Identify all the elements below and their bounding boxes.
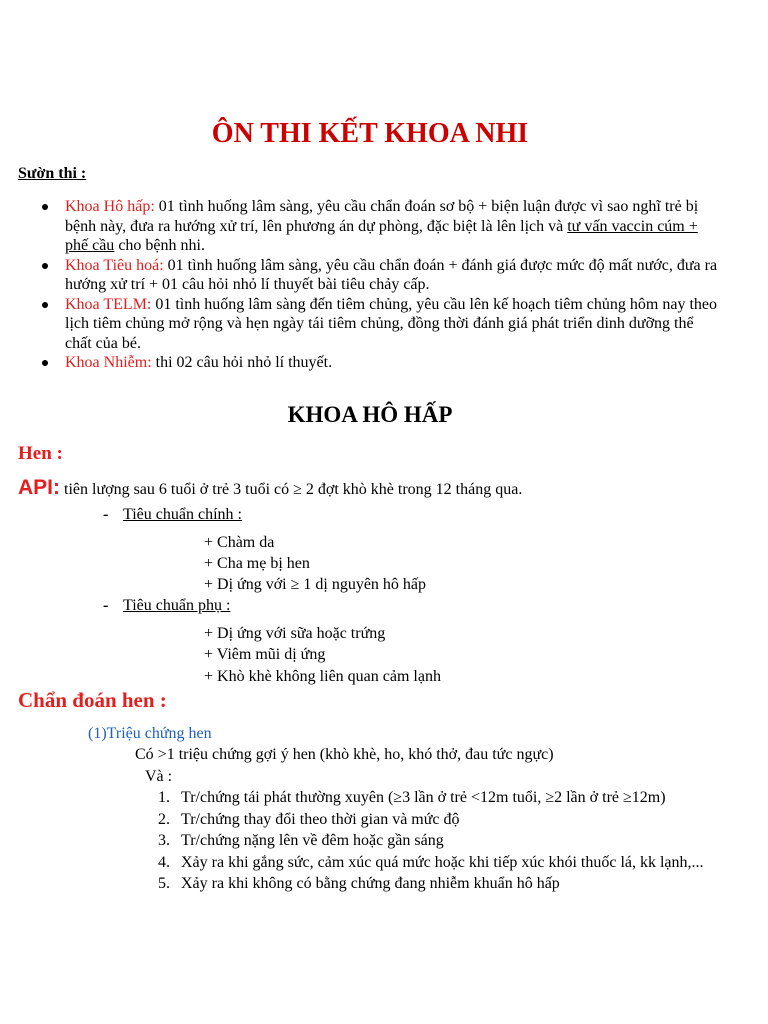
minor-criteria-label: Tiêu chuẩn phụ : xyxy=(123,597,231,614)
list-item xyxy=(152,874,722,895)
dash-marker: - xyxy=(103,506,109,523)
list-item xyxy=(44,353,720,373)
bullet-icon xyxy=(42,302,48,308)
bullet-icon xyxy=(42,263,48,269)
item-number: 5. xyxy=(158,875,170,892)
major-criteria-label: Tiêu chuẩn chính : xyxy=(123,506,242,523)
symptom-list xyxy=(152,788,722,896)
item-text: Tr/chứng nặng lên về đêm hoặc gần sáng xyxy=(181,832,444,849)
section-title: KHOA HÔ HẤP xyxy=(287,402,453,427)
hen-heading: Hen : xyxy=(18,443,63,464)
criteria-item: + Chàm da xyxy=(204,534,275,551)
item-text-after: cho bệnh nhi. xyxy=(114,237,205,254)
item-text: Xảy ra khi không có bằng chứng đang nhiễm khuẩn hô hấp xyxy=(181,875,560,892)
bullet-icon xyxy=(42,204,48,210)
item-number: 3. xyxy=(158,832,170,849)
symptom-heading: (1)Triệu chứng hen xyxy=(88,725,212,742)
criteria-item: + Dị ứng với sữa hoặc trứng xyxy=(204,625,386,642)
list-item xyxy=(152,810,722,831)
item-number: 2. xyxy=(158,810,170,828)
major-criteria-heading xyxy=(103,506,242,524)
minor-criteria-heading xyxy=(103,597,230,615)
api-line xyxy=(18,476,522,500)
symptom-intro: Có >1 triệu chứng gợi ý hen (khò khè, ho, khó thở, đau tức ngực) xyxy=(135,746,554,763)
exam-outline-label: Sườn thi : xyxy=(18,165,87,182)
item-underlined-text: tư vấn vaccin cúm + phế cầu xyxy=(65,217,698,254)
list-item xyxy=(152,853,722,874)
item-number: 1. xyxy=(158,789,170,806)
criteria-item: + Cha mẹ bị hen xyxy=(204,555,310,572)
page-title: ÔN THI KẾT KHOA NHI xyxy=(211,118,529,149)
department-name: Khoa Nhiễm: xyxy=(65,354,152,371)
api-text: tiên lượng sau 6 tuổi ở trẻ 3 tuổi có ≥ 2 đợt khò khè trong 12 tháng qua. xyxy=(60,481,523,498)
department-name: Khoa Tiêu hoá: xyxy=(65,256,164,274)
exam-outline-list xyxy=(44,197,720,373)
item-text: thi 02 câu hỏi nhỏ lí thuyết. xyxy=(151,354,333,371)
list-item xyxy=(152,831,722,852)
criteria-item: + Khò khè không liên quan cảm lạnh xyxy=(204,668,441,685)
item-text: 01 tình huống lâm sàng, yêu cầu chẩn đoán sơ bộ + biện luận được vì sao nghĩ trẻ bị bệnh này, đưa ra hướng xử trí, lên phương án dự phòng, đặc biệt là lên lịch và xyxy=(65,198,699,235)
bullet-icon xyxy=(42,360,48,366)
list-item xyxy=(44,295,720,354)
item-text: Xảy ra khi gắng sức, cảm xúc quá mức hoặc khi tiếp xúc khói thuốc lá, kk lạnh,... xyxy=(181,853,704,871)
list-item xyxy=(152,788,722,809)
list-item xyxy=(44,256,720,295)
api-label: API: xyxy=(18,476,60,499)
diagnosis-heading: Chẩn đoán hen : xyxy=(18,688,167,712)
item-number: 4. xyxy=(158,853,170,871)
and-label: Và : xyxy=(145,768,173,785)
criteria-item: + Dị ứng với ≥ 1 dị nguyên hô hấp xyxy=(204,576,427,593)
list-item xyxy=(44,197,720,256)
item-text: 01 tình huống lâm sàng đến tiêm chủng, yêu cầu lên kế hoạch tiêm chủng hôm nay theo lịch tiêm chủng mở rộng và hẹn ngày tái tiêm chủng, đồng thời đánh giá phát triển dinh dưỡng thể chất của bé. xyxy=(65,295,717,352)
item-text: 01 tình huống lâm sàng, yêu cầu chẩn đoán + đánh giá được mức độ mất nước, đưa ra hướng xử trí + 01 câu hỏi nhỏ lí thuyết bài tiêu chảy cấp. xyxy=(65,256,718,293)
item-text: Tr/chứng tái phát thường xuyên (≥3 lần ở trẻ <12m tuổi, ≥2 lần ở trẻ ≥12m) xyxy=(181,789,666,806)
criteria-item: + Viêm mũi dị ứng xyxy=(204,646,326,663)
item-text: Tr/chứng thay đổi theo thời gian và mức độ xyxy=(181,810,460,828)
department-name: Khoa TELM: xyxy=(65,295,152,313)
dash-marker: - xyxy=(103,597,109,614)
department-name: Khoa Hô hấp: xyxy=(65,198,155,215)
